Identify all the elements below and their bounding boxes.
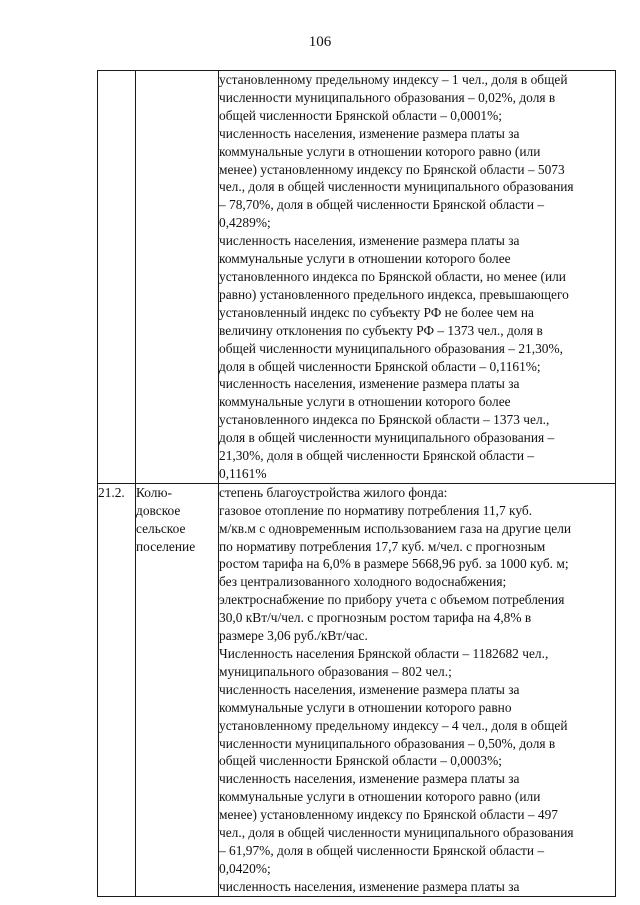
- description-line: коммунальные услуги в отношении которого равно: [219, 699, 512, 715]
- description-line: численность населения, изменение размера платы за: [219, 771, 520, 787]
- description-line: установленный индекс по субъекту РФ не более чем на: [219, 304, 534, 320]
- description-line: по нормативу потребления 17,7 куб. м/чел. с прогнозным: [219, 538, 546, 554]
- table-body: [98, 71, 616, 897]
- description-line: 30,0 кВт/ч/чел. с прогнозным ростом тарифа на 4,8% в: [219, 610, 532, 626]
- description-line: величину отклонения по субъекту РФ – 1373 чел., доля в: [219, 322, 543, 338]
- table-row: [98, 483, 616, 896]
- description-line: – 78,70%, доля в общей численности Брянской области –: [219, 197, 545, 213]
- description-line: – 61,97%, доля в общей численности Брянской области –: [219, 842, 545, 858]
- description-line: менее) установленному индексу по Брянской области – 497: [219, 807, 559, 823]
- description-line: общей численности Брянской области – 0,0001%;: [219, 107, 502, 123]
- description-line: степень благоустройства жилого фонда:: [219, 484, 448, 500]
- page-number: 106: [308, 34, 332, 50]
- description-line: установленному предельному индексу – 1 чел., доля в общей: [219, 72, 568, 87]
- description-cell: [219, 71, 616, 484]
- description-line: 0,4289%;: [219, 215, 271, 231]
- description-line: общей численности муниципального образования – 21,30%,: [219, 340, 563, 356]
- description-line: м/кв.м с одновременным использованием газа на другие цели: [219, 520, 572, 536]
- description-line: коммунальные услуги в отношении которого более: [219, 251, 511, 267]
- municipality-name-cell: [136, 483, 219, 896]
- description-line: 0,0420%;: [219, 860, 271, 876]
- description-line: коммунальные услуги в отношении которого равно (или: [219, 789, 541, 805]
- description-line: муниципального образования – 802 чел.;: [219, 663, 452, 679]
- row-number-cell: [98, 483, 136, 896]
- description-line: чел., доля в общей численности муниципального образования: [219, 179, 574, 195]
- municipality-name-line: Колю-: [136, 484, 172, 500]
- description-line: Численность населения Брянской области – 1182682 чел.,: [219, 646, 549, 661]
- description-line: общей численности Брянской области – 0,0003%;: [219, 753, 502, 769]
- row-number: 21.2.: [98, 484, 125, 500]
- description-line: численность населения, изменение размера платы за: [219, 878, 520, 894]
- description-line: численности муниципального образования – 0,50%, доля в: [219, 735, 556, 751]
- description-line: чел., доля в общей численности муниципального образования: [219, 825, 574, 841]
- description-line: численность населения, изменение размера платы за: [219, 376, 520, 392]
- description-line: менее) установленному индексу по Брянской области – 5073: [219, 161, 565, 177]
- description-line: без централизованного холодного водоснабжения;: [219, 574, 507, 590]
- description-line: численность населения, изменение размера платы за: [219, 681, 520, 697]
- description-line: газовое отопление по нормативу потребления 11,7 куб.: [219, 502, 533, 518]
- row-number-cell: [98, 71, 136, 484]
- document-table: [97, 70, 616, 897]
- description-line: доля в общей численности муниципального образования –: [219, 430, 555, 446]
- description-line: ростом тарифа на 6,0% в размере 5668,96 руб. за 1000 куб. м;: [219, 556, 569, 572]
- description-line: установленного индекса по Брянской области, но менее (или: [219, 268, 566, 284]
- description-line: равно) установленного предельного индекса, превышающего: [219, 286, 569, 302]
- municipality-name-cell: [136, 71, 219, 484]
- description-line: размере 3,06 руб./кВт/час.: [219, 628, 368, 644]
- description-line: электроснабжение по прибору учета с объемом потребления: [219, 592, 565, 608]
- description-line: 0,1161%: [219, 465, 267, 481]
- description-line: коммунальные услуги в отношении которого равно (или: [219, 143, 541, 159]
- description-line: установленному предельному индексу – 4 чел., доля в общей: [219, 717, 568, 733]
- municipality-name-line: довское: [136, 502, 181, 518]
- description-line: 21,30%, доля в общей численности Брянской области –: [219, 448, 535, 464]
- description-line: доля в общей численности Брянской области – 0,1161%;: [219, 358, 541, 374]
- description-line: численность населения, изменение размера платы за: [219, 233, 520, 249]
- description-line: установленного индекса по Брянской области – 1373 чел.,: [219, 412, 550, 428]
- municipality-name-line: поселение: [136, 538, 196, 554]
- description-cell: [219, 483, 616, 896]
- municipality-name-line: сельское: [136, 520, 186, 536]
- table-row: [98, 71, 616, 484]
- description-line: численности муниципального образования – 0,02%, доля в: [219, 89, 556, 105]
- description-line: коммунальные услуги в отношении которого более: [219, 394, 511, 410]
- description-line: численность населения, изменение размера платы за: [219, 125, 520, 141]
